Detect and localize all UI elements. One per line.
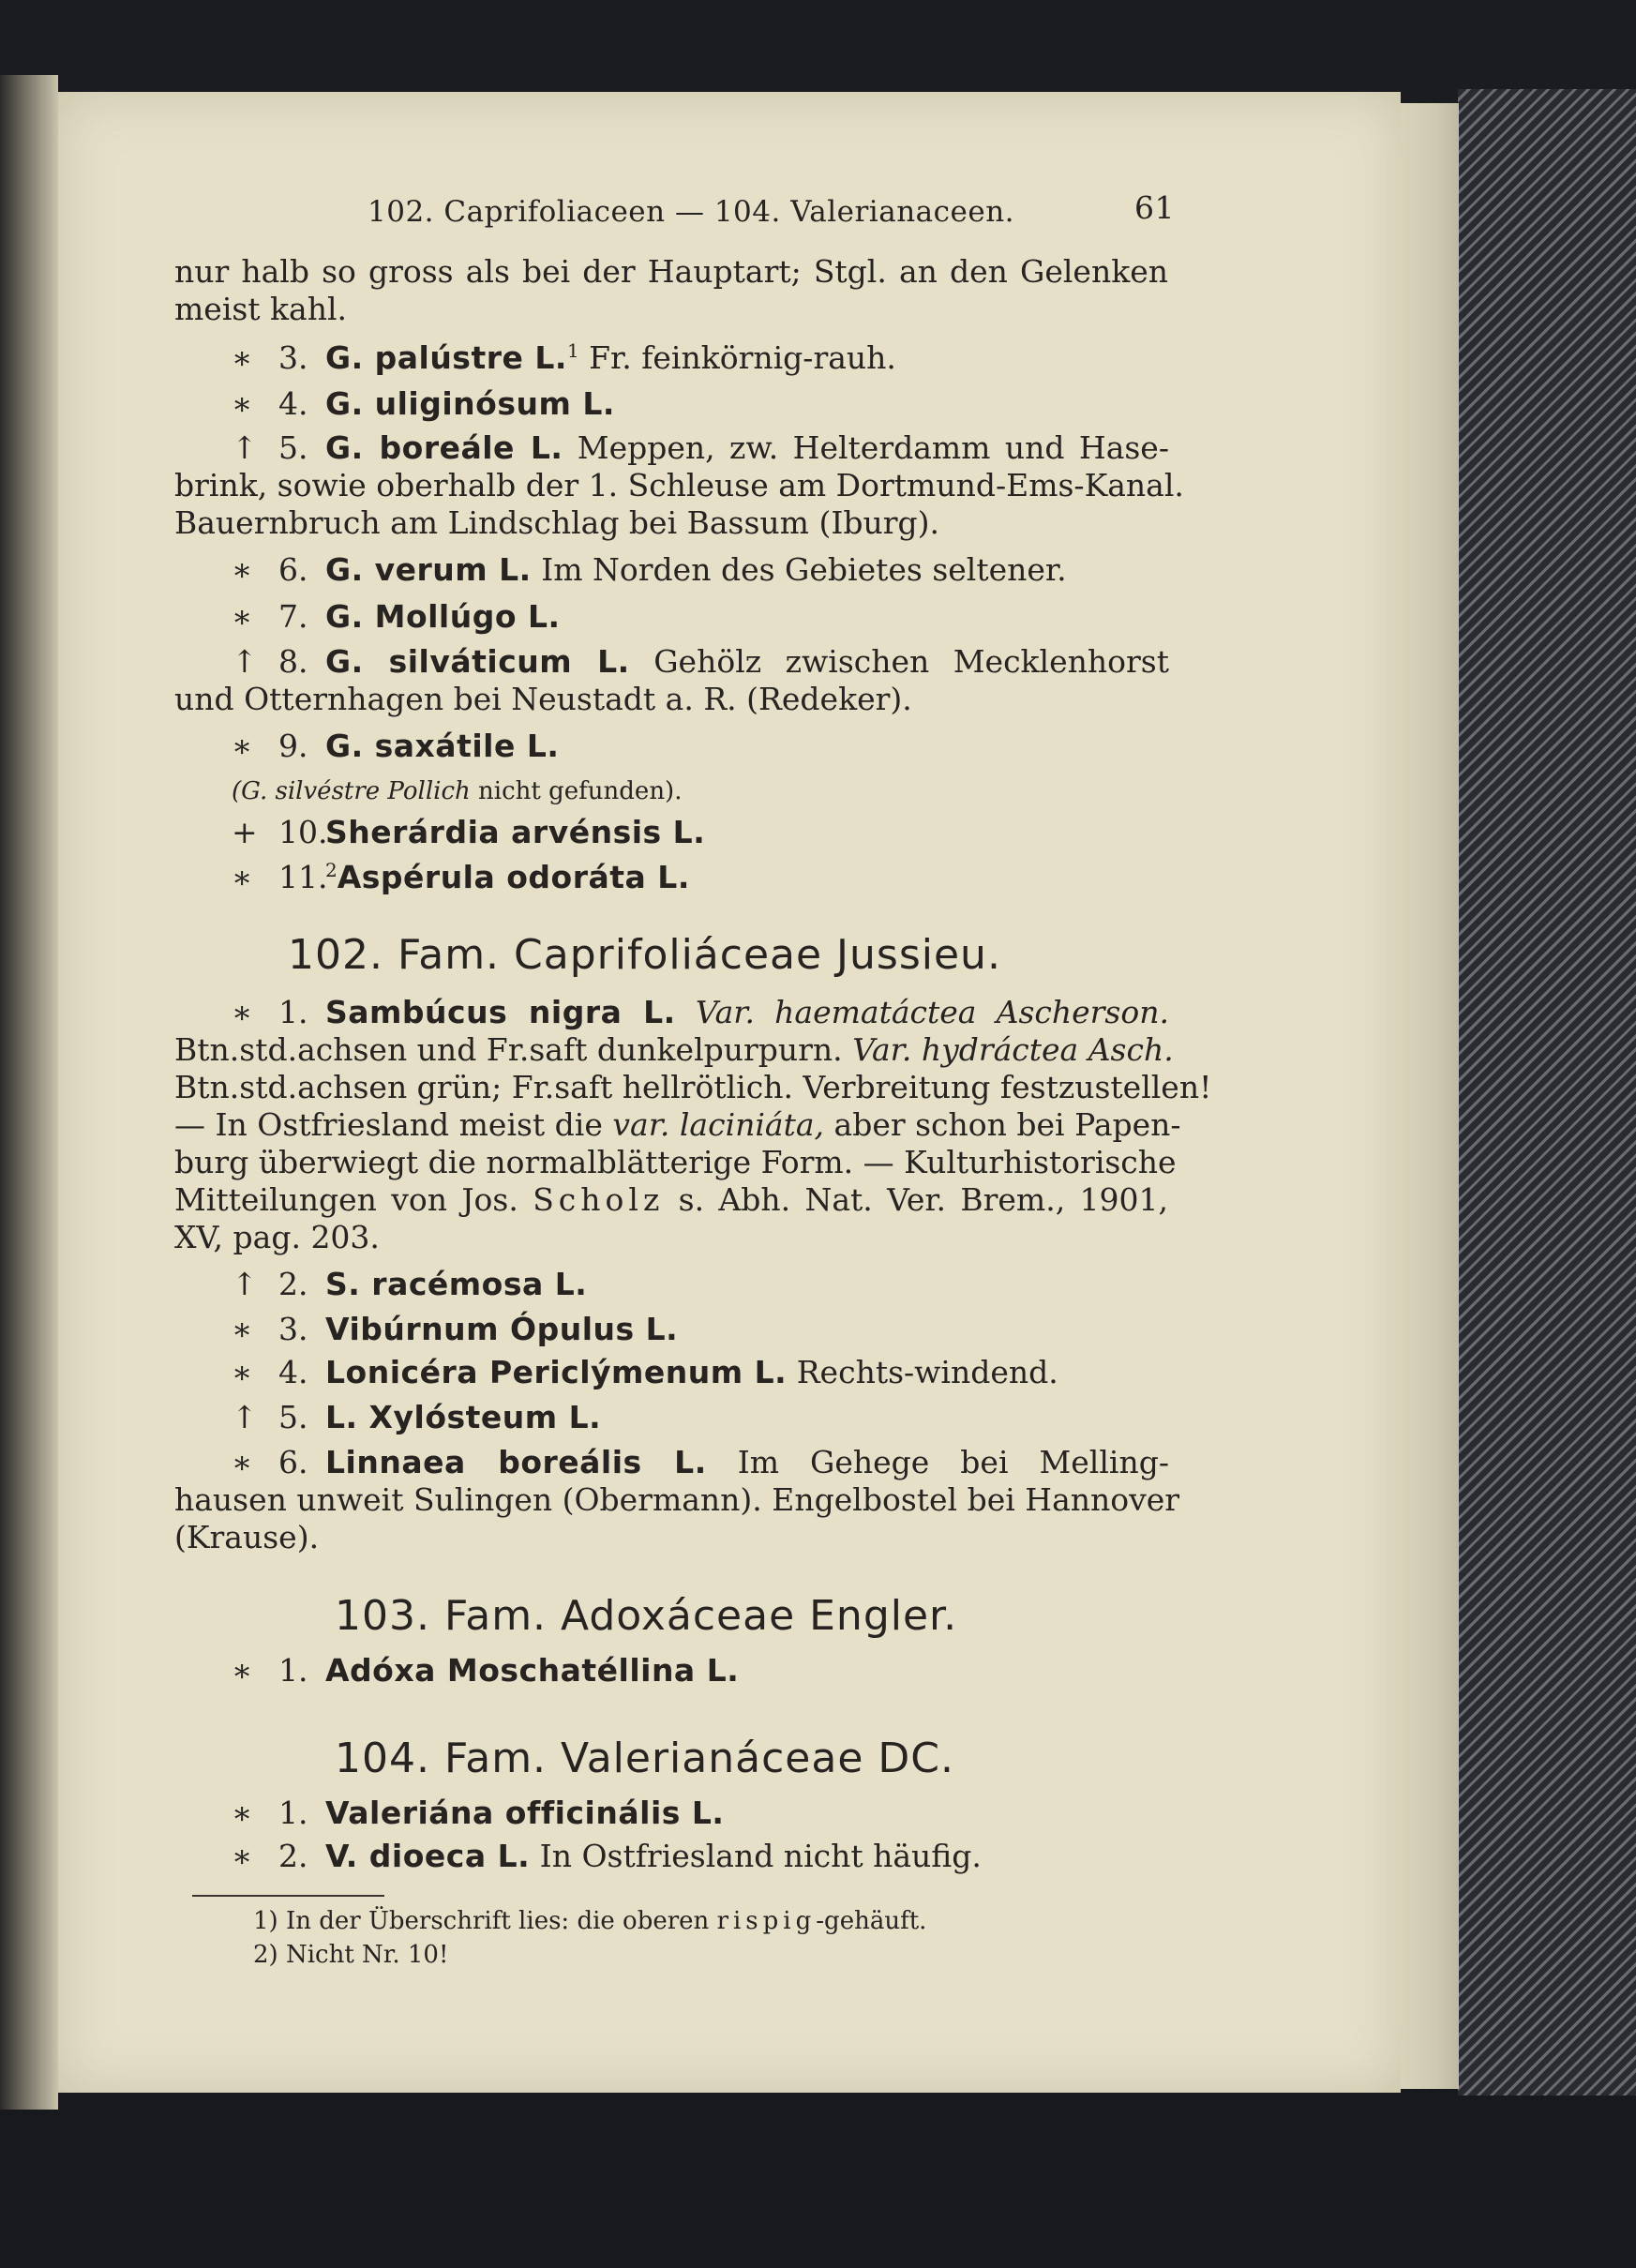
page-edge <box>1401 103 1459 2089</box>
entry-number: 5. <box>278 1399 308 1435</box>
species-entry <box>232 551 1067 589</box>
footnote-ref: 1 <box>566 339 579 362</box>
text-line: Btn.std.achsen grün; Fr.saft hellrötlich. Verbreitung festzustellen! <box>174 1069 1212 1105</box>
text-span: Btn.std.achsen und Fr.saft dunkelpurpurn. <box>174 1031 843 1068</box>
entry-number: 4. <box>278 1354 308 1390</box>
text-line <box>174 1031 1174 1069</box>
species-note: Im Norden des Gebietes seltener. <box>531 551 1067 588</box>
footnote-ref: 2 <box>325 859 338 881</box>
entry-number: 6. <box>278 551 308 588</box>
species-note: Im Gehege bei Melling- <box>706 1444 1169 1480</box>
arrow-marker: ↑ <box>232 429 258 466</box>
species-entry <box>232 1795 724 1832</box>
species-entry <box>232 1444 1169 1481</box>
arrow-marker: ↑ <box>232 643 258 680</box>
species-entry <box>232 385 615 423</box>
text-line: (Krause). <box>174 1519 320 1555</box>
book-cover-edge <box>1458 89 1636 2095</box>
annual-marker: + <box>232 814 258 850</box>
perennial-marker: ∗ <box>232 1354 253 1390</box>
family-heading: 103. Fam. Adoxáceae Engler. <box>335 1592 958 1640</box>
family-heading: 102. Fam. Caprifoliáceae Jussieu. <box>288 931 1001 979</box>
perennial-marker: ∗ <box>232 551 253 588</box>
entry-number: 7. <box>278 598 308 635</box>
species-name: S. racémosa L. <box>325 1266 588 1302</box>
perennial-marker: ∗ <box>232 1838 253 1874</box>
perennial-marker: ∗ <box>232 1444 253 1480</box>
perennial-marker: ∗ <box>232 728 253 764</box>
perennial-marker: ∗ <box>232 994 253 1030</box>
spaced-word: rispig <box>716 1907 817 1935</box>
species-name: Aspérula odoráta L. <box>337 859 690 895</box>
scan-background-bottom <box>0 2087 1636 2268</box>
species-entry <box>232 1652 739 1690</box>
perennial-marker: ∗ <box>232 339 253 376</box>
species-name: Valeriána officinális L. <box>325 1795 725 1831</box>
entry-number: 11. <box>278 859 328 895</box>
italic-text: var. laciniáta, <box>612 1106 825 1143</box>
footnote <box>253 1940 448 1970</box>
species-entry <box>232 643 1169 681</box>
species-note: In Ostfriesland nicht häufig. <box>530 1838 982 1874</box>
species-name: Lonicéra Periclýmenum L. <box>325 1354 788 1390</box>
species-note: Fr. feinkörnig-rauh. <box>578 339 896 376</box>
family-heading: 104. Fam. Valerianáceae DC. <box>335 1735 954 1782</box>
species-entry <box>232 728 559 765</box>
entry-number: 3. <box>278 1311 308 1347</box>
species-name: G. Mollúgo L. <box>325 598 561 635</box>
text-line: brink, sowie oberhalb der 1. Schleuse am Dortmund-Ems-Kanal. <box>174 467 1184 503</box>
species-name: Linnaea boreális L. <box>325 1444 707 1480</box>
text-line <box>174 1181 1168 1219</box>
text-line: Bauernbruch am Lindschlag bei Bassum (Iburg). <box>174 504 940 541</box>
species-entry <box>232 859 690 896</box>
species-name: Vibúrnum Ópulus L. <box>325 1311 679 1347</box>
species-name: L. Xylósteum L. <box>325 1399 602 1435</box>
footnote-text: Nicht Nr. 10! <box>285 1941 449 1969</box>
text-span: — In Ostfriesland meist die <box>174 1106 603 1143</box>
species-name: G. saxátile L. <box>325 728 560 764</box>
footnote-text: In der Überschrift lies: die oberen <box>285 1907 710 1935</box>
text-line: burg überwiegt die normalblätterige Form. — Kulturhistorische <box>174 1144 1177 1180</box>
footnote-mark: 1) <box>253 1907 278 1935</box>
species-name: Sambúcus nigra L. <box>325 994 676 1030</box>
perennial-marker: ∗ <box>232 598 253 635</box>
perennial-marker: ∗ <box>232 1652 253 1689</box>
species-name: Sherárdia arvénsis L. <box>325 814 706 850</box>
entry-number: 10. <box>278 814 328 850</box>
footnote-rule <box>192 1895 384 1897</box>
book-spine <box>0 75 58 2110</box>
running-header: 102. Caprifoliaceen — 104. Valerianaceen. <box>368 195 1015 229</box>
italic-text: Var. <box>695 994 755 1030</box>
species-entry <box>232 1266 587 1303</box>
arrow-marker: ↑ <box>232 1266 258 1302</box>
arrow-marker: ↑ <box>232 1399 258 1435</box>
species-entry <box>232 1838 982 1875</box>
text-line <box>174 1106 1181 1144</box>
species-entry <box>232 1354 1058 1391</box>
perennial-marker: ∗ <box>232 859 253 895</box>
entry-number: 1. <box>278 994 308 1030</box>
text-span: Mitteilungen von Jos. <box>174 1181 518 1218</box>
text-line: nur halb so gross als bei der Hauptart; Stgl. an den Gelenken <box>174 253 1168 290</box>
species-entry <box>232 1399 601 1436</box>
entry-number: 2. <box>278 1266 308 1302</box>
species-name: Adóxa Moschatéllina L. <box>325 1652 740 1689</box>
text-line: XV, pag. 203. <box>174 1219 380 1255</box>
species-entry <box>232 1311 678 1348</box>
entry-number: 3. <box>278 339 308 376</box>
species-name: G. uliginósum L. <box>325 385 615 422</box>
scan-background-top <box>0 0 1636 105</box>
species-note: Gehölz zwischen Mecklenhorst <box>629 643 1169 680</box>
species-entry <box>232 598 561 636</box>
text-line: hausen unweit Sulingen (Obermann). Engelbostel bei Hannover <box>174 1481 1180 1518</box>
entry-number: 2. <box>278 1838 308 1874</box>
perennial-marker: ∗ <box>232 385 253 422</box>
species-note: Rechts-windend. <box>787 1354 1058 1390</box>
footnote-text: -gehäuft. <box>816 1907 927 1935</box>
book-page <box>58 92 1401 2093</box>
perennial-marker: ∗ <box>232 1795 253 1831</box>
footnote <box>253 1906 926 1936</box>
text-line: und Otternhagen bei Neustadt a. R. (Redeker). <box>174 681 912 717</box>
species-note: Meppen, zw. Helterdamm und Hase- <box>563 429 1169 466</box>
entry-number: 1. <box>278 1652 308 1689</box>
species-entry <box>232 429 1169 467</box>
text-line <box>232 773 682 810</box>
text-span: aber schon bei Papen- <box>833 1106 1181 1143</box>
entry-number: 1. <box>278 1795 308 1831</box>
species-name: G. boreále L. <box>325 429 563 466</box>
species-entry <box>232 994 1169 1031</box>
species-name: G. palústre L. <box>325 339 567 376</box>
species-name: V. dioeca L. <box>325 1838 531 1874</box>
species-name: G. silváticum L. <box>325 643 630 680</box>
perennial-marker: ∗ <box>232 1311 253 1347</box>
italic-text: haematáctea Ascherson. <box>774 994 1169 1030</box>
entry-number: 4. <box>278 385 308 422</box>
entry-number: 8. <box>278 643 308 680</box>
text-span: nicht gefunden). <box>470 777 683 805</box>
page-number: 61 <box>1134 189 1175 226</box>
entry-number: 9. <box>278 728 308 764</box>
text-span: s. Abh. Nat. Ver. Brem., 1901, <box>678 1181 1168 1218</box>
spaced-name: Scholz <box>533 1181 665 1218</box>
species-name: G. verum L. <box>325 551 532 588</box>
text-line: meist kahl. <box>174 291 348 327</box>
italic-name: (G. silvéstre Pollich <box>232 777 471 805</box>
entry-number: 6. <box>278 1444 308 1480</box>
footnote-mark: 2) <box>253 1941 278 1969</box>
species-entry <box>232 814 705 851</box>
species-entry <box>232 339 896 377</box>
italic-text: Var. <box>852 1031 912 1068</box>
italic-text: hydráctea Asch. <box>921 1031 1174 1068</box>
entry-number: 5. <box>278 429 308 466</box>
